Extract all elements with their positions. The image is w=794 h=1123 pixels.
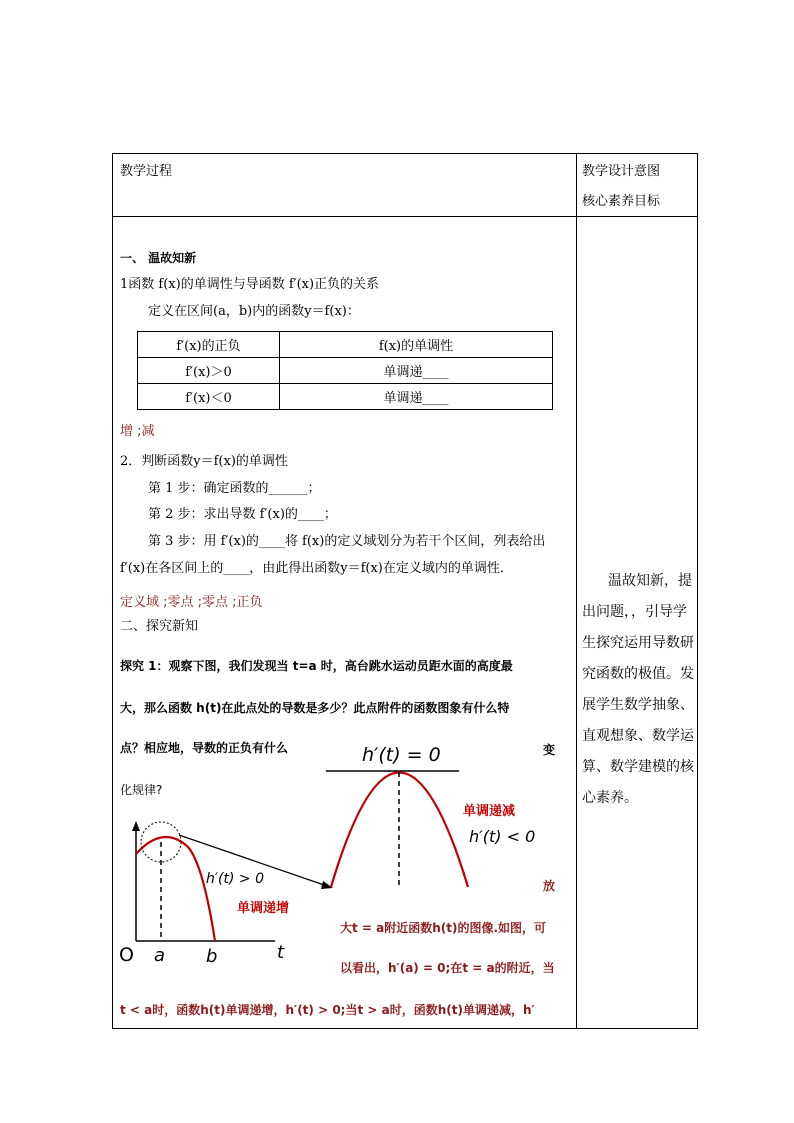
step2: 第 2 步：求出导数 f′(x)的____； [148,507,337,522]
design-intent-paragraph [582,566,694,814]
inquiry-line2: 大，那么函数 h(t)在此点处的导数是多少？此点附件的函数图象有什么特 [120,701,510,715]
header-teaching-process: 教学过程 [120,164,173,179]
label-increasing: 单调递增 [237,901,290,916]
answer-steps: 定义域 ;零点 ;零点 ;正负 [120,595,263,610]
lesson-table [112,153,698,1029]
step1: 第 1 步：确定函数的______； [148,481,321,496]
table-header-monotonicity: f(x)的单调性 [280,332,553,358]
step3-line1: 第 3 步：用 f′(x)的____将 f(x)的定义域划分为若干个区间，列表给出 [148,534,546,549]
section1-title: 一、 温故知新 [120,251,197,265]
zoom-text-2: 大t = a附近函数h(t)的图像.如图，可 [340,921,547,935]
table-cell: f′(x)＜0 [138,384,280,410]
section2-title: 二、探究新知 [120,619,199,634]
derivative-sign-table [137,331,553,410]
label-deriv-positive: h′(t) > 0 [206,871,265,887]
height-curve [136,837,215,941]
inquiry-line3-end: 变 [543,743,556,757]
y-axis-arrow [132,821,140,831]
table-cell: f′(x)＞0 [138,358,280,384]
label-b: b [206,946,218,967]
inquiry-line1: 探究 1：观察下图，我们发现当 t=a 时，高台跳水运动员距水面的高度最 [120,659,513,673]
inquiry-line3: 点？相应地，导数的正负有什么 [120,741,289,755]
column-divider [576,154,577,1028]
design-intent-text: 温故知新，提出问题，，引导学生探究运用导数研究函数的极值。发展学生数学抽象、直观想象、数学运算、数学建模的核心素养。 [582,573,694,806]
bottom-text: t < a时，函数h(t)单调递增，h′(t) > 0;当t > a时，函数h(t)单调递减，h′ [120,1003,535,1017]
label-a: a [154,945,166,966]
label-t: t [277,942,285,963]
label-origin: O [119,944,134,966]
label-decreasing: 单调递减 [463,804,516,819]
label-deriv-negative: h′(t) < 0 [469,827,536,846]
header-divider [113,216,697,217]
answer-increase-decrease: 增 ;减 [120,424,155,439]
table-header-sign: f′(x)的正负 [138,332,280,358]
header-core-goals: 核心素养目标 [582,194,661,209]
table-cell: 单调递____ [280,384,553,410]
inquiry-line4: 化规律? [120,783,163,797]
zoom-text-1: 放 [543,879,556,893]
section1-item1: 1函数 f(x)的单调性与导函数 f′(x)正负的关系 [120,277,380,292]
section1-definition: 定义在区间(a，b)内的函数y＝f(x)： [148,304,360,319]
section1-item2: 2．判断函数y＝f(x)的单调性 [120,454,288,469]
label-deriv-zero: h′(t) = 0 [362,744,441,766]
zoom-text-3: 以看出，h′(a) = 0;在t = a的附近，当 [340,961,555,975]
header-design-intent: 教学设计意图 [582,164,661,179]
table-cell: 单调递____ [280,358,553,384]
step3-line2: f′(x)在各区间上的____，由此得出函数y＝f(x)在定义域内的单调性． [120,561,513,576]
